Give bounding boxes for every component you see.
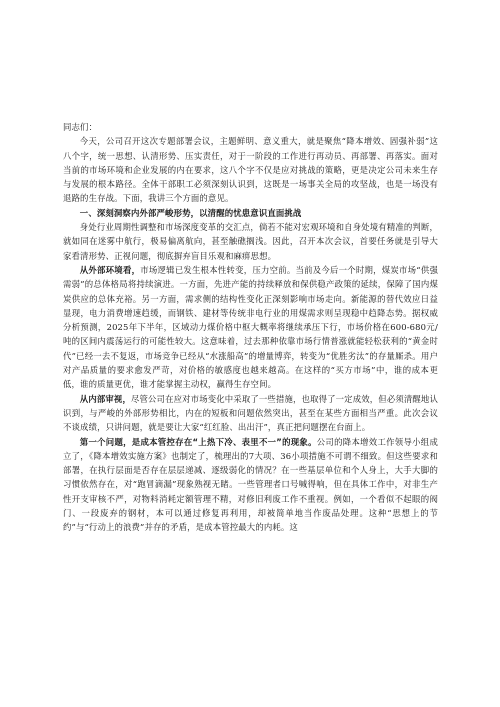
problem-one-body: 公司的降本增效工作领导小组成立了，《降本增效实施方案》也制定了，梳理出的7大项、36小项措施不可谓不细致。但这些要求和部署，在执行层面是否存在层层递减、逐级弱化的情况？在一些基层单位和个人身上，大手大脚的习惯依然存在，对“跑冒滴漏”现象熟视无睹。一些管理者口号喊得响，但在具体工作中，对非生产性开支审核不严，对物料消耗定额管理不精，对修旧利废工作不重视。例如，一个看似不起眼的阀门、一段废弃的钢材，本可以通过修复再利用，却被简单地当作废品处理。这种“思想上的节约”与“行动上的浪费”并存的矛盾，是成本管控最大的内耗。这 — [63, 436, 438, 533]
internal-review-body: 尽管公司在应对市场变化中采取了一些措施，也取得了一定成效，但必须清醒地认识到，与严峻的外部形势相比，内在的短板和问题依然突出，甚至在某些方面相当严重。此次会议不谈成绩，只讲问题，就是要让大家“红红脸、出出汗”，真正把问题摆在台面上。 — [63, 393, 438, 433]
salutation: 同志们： — [63, 122, 98, 132]
external-environment-lead: 从外部环境看， — [79, 264, 141, 275]
internal-review-paragraph — [63, 392, 438, 435]
document-page — [63, 120, 438, 535]
external-environment-body: 市场逻辑已发生根本性转变，压力空前。当前及今后一个时期，煤炭市场“供强需弱”的总体格局将持续演进。一方面，先进产能的持续释放和保供稳产政策的延续，保障了国内煤炭供应的总体充裕。另一方面，需求侧的结构性变化正深刻影响市场走向。新能源的替代效应日益显现，电力消费增速趋缓，而钢铁、建材等传统非电行业的用煤需求则呈现稳中趋降态势。据权威分析预测，2025年下半年，区域动力煤价格中枢大概率将继续承压下行，市场价格在600-680元/吨的区间内震荡运行的可能性较大。这意味着，过去那种依靠市场行情普涨就能轻松获利的“黄金时代”已经一去不复返，市场竞争已经从“水涨船高”的增量博弈，转变为“优胜劣汰”的存量厮杀。用户对产品质量的要求愈发严苛，对价格的敏感度也越来越高。在这样的“买方市场”中，谁的成本更低，谁的质量更优，谁才能掌握主动权，赢得生存空间。 — [63, 264, 438, 390]
internal-review-lead: 从内部审视， — [79, 393, 131, 404]
section-heading: 一、深刻洞察内外部严峻形势，以清醒的忧患意识直面挑战 — [79, 207, 302, 218]
problem-one-paragraph — [63, 435, 438, 535]
external-environment-paragraph — [63, 263, 438, 392]
intro-paragraph: 今天，公司召开这次专题部署会议，主题鲜明、意义重大，就是聚焦“降本增效、固强补弱”这八个字，统一思想、认清形势、压实责任，对于一阶段的工作进行再动员、再部署、再落实。面对当前的市场环境和企业发展的内在要求，这八个字不仅是应对挑战的策略，更是决定公司未来生存与发展的根本路径。全体干部职工必须深刻认识到，这既是一场事关全局的攻坚战，也是一场没有退路的生存战。下面，我讲三个方面的意见。 — [63, 136, 438, 204]
section-intro-paragraph: 身处行业周期性调整和市场深度变革的交汇点，倘若不能对宏观环境和自身处境有精准的判断，就如同在迷雾中航行，极易偏离航向，甚至触礁搁浅。因此，召开本次会议，首要任务就是引导大家看清形势、正视问题，彻底摒弃盲目乐观和麻痹思想。 — [63, 222, 438, 261]
problem-one-lead: 第一个问题，是成本管控存在“上热下冷、表里不一”的现象。 — [79, 436, 317, 447]
